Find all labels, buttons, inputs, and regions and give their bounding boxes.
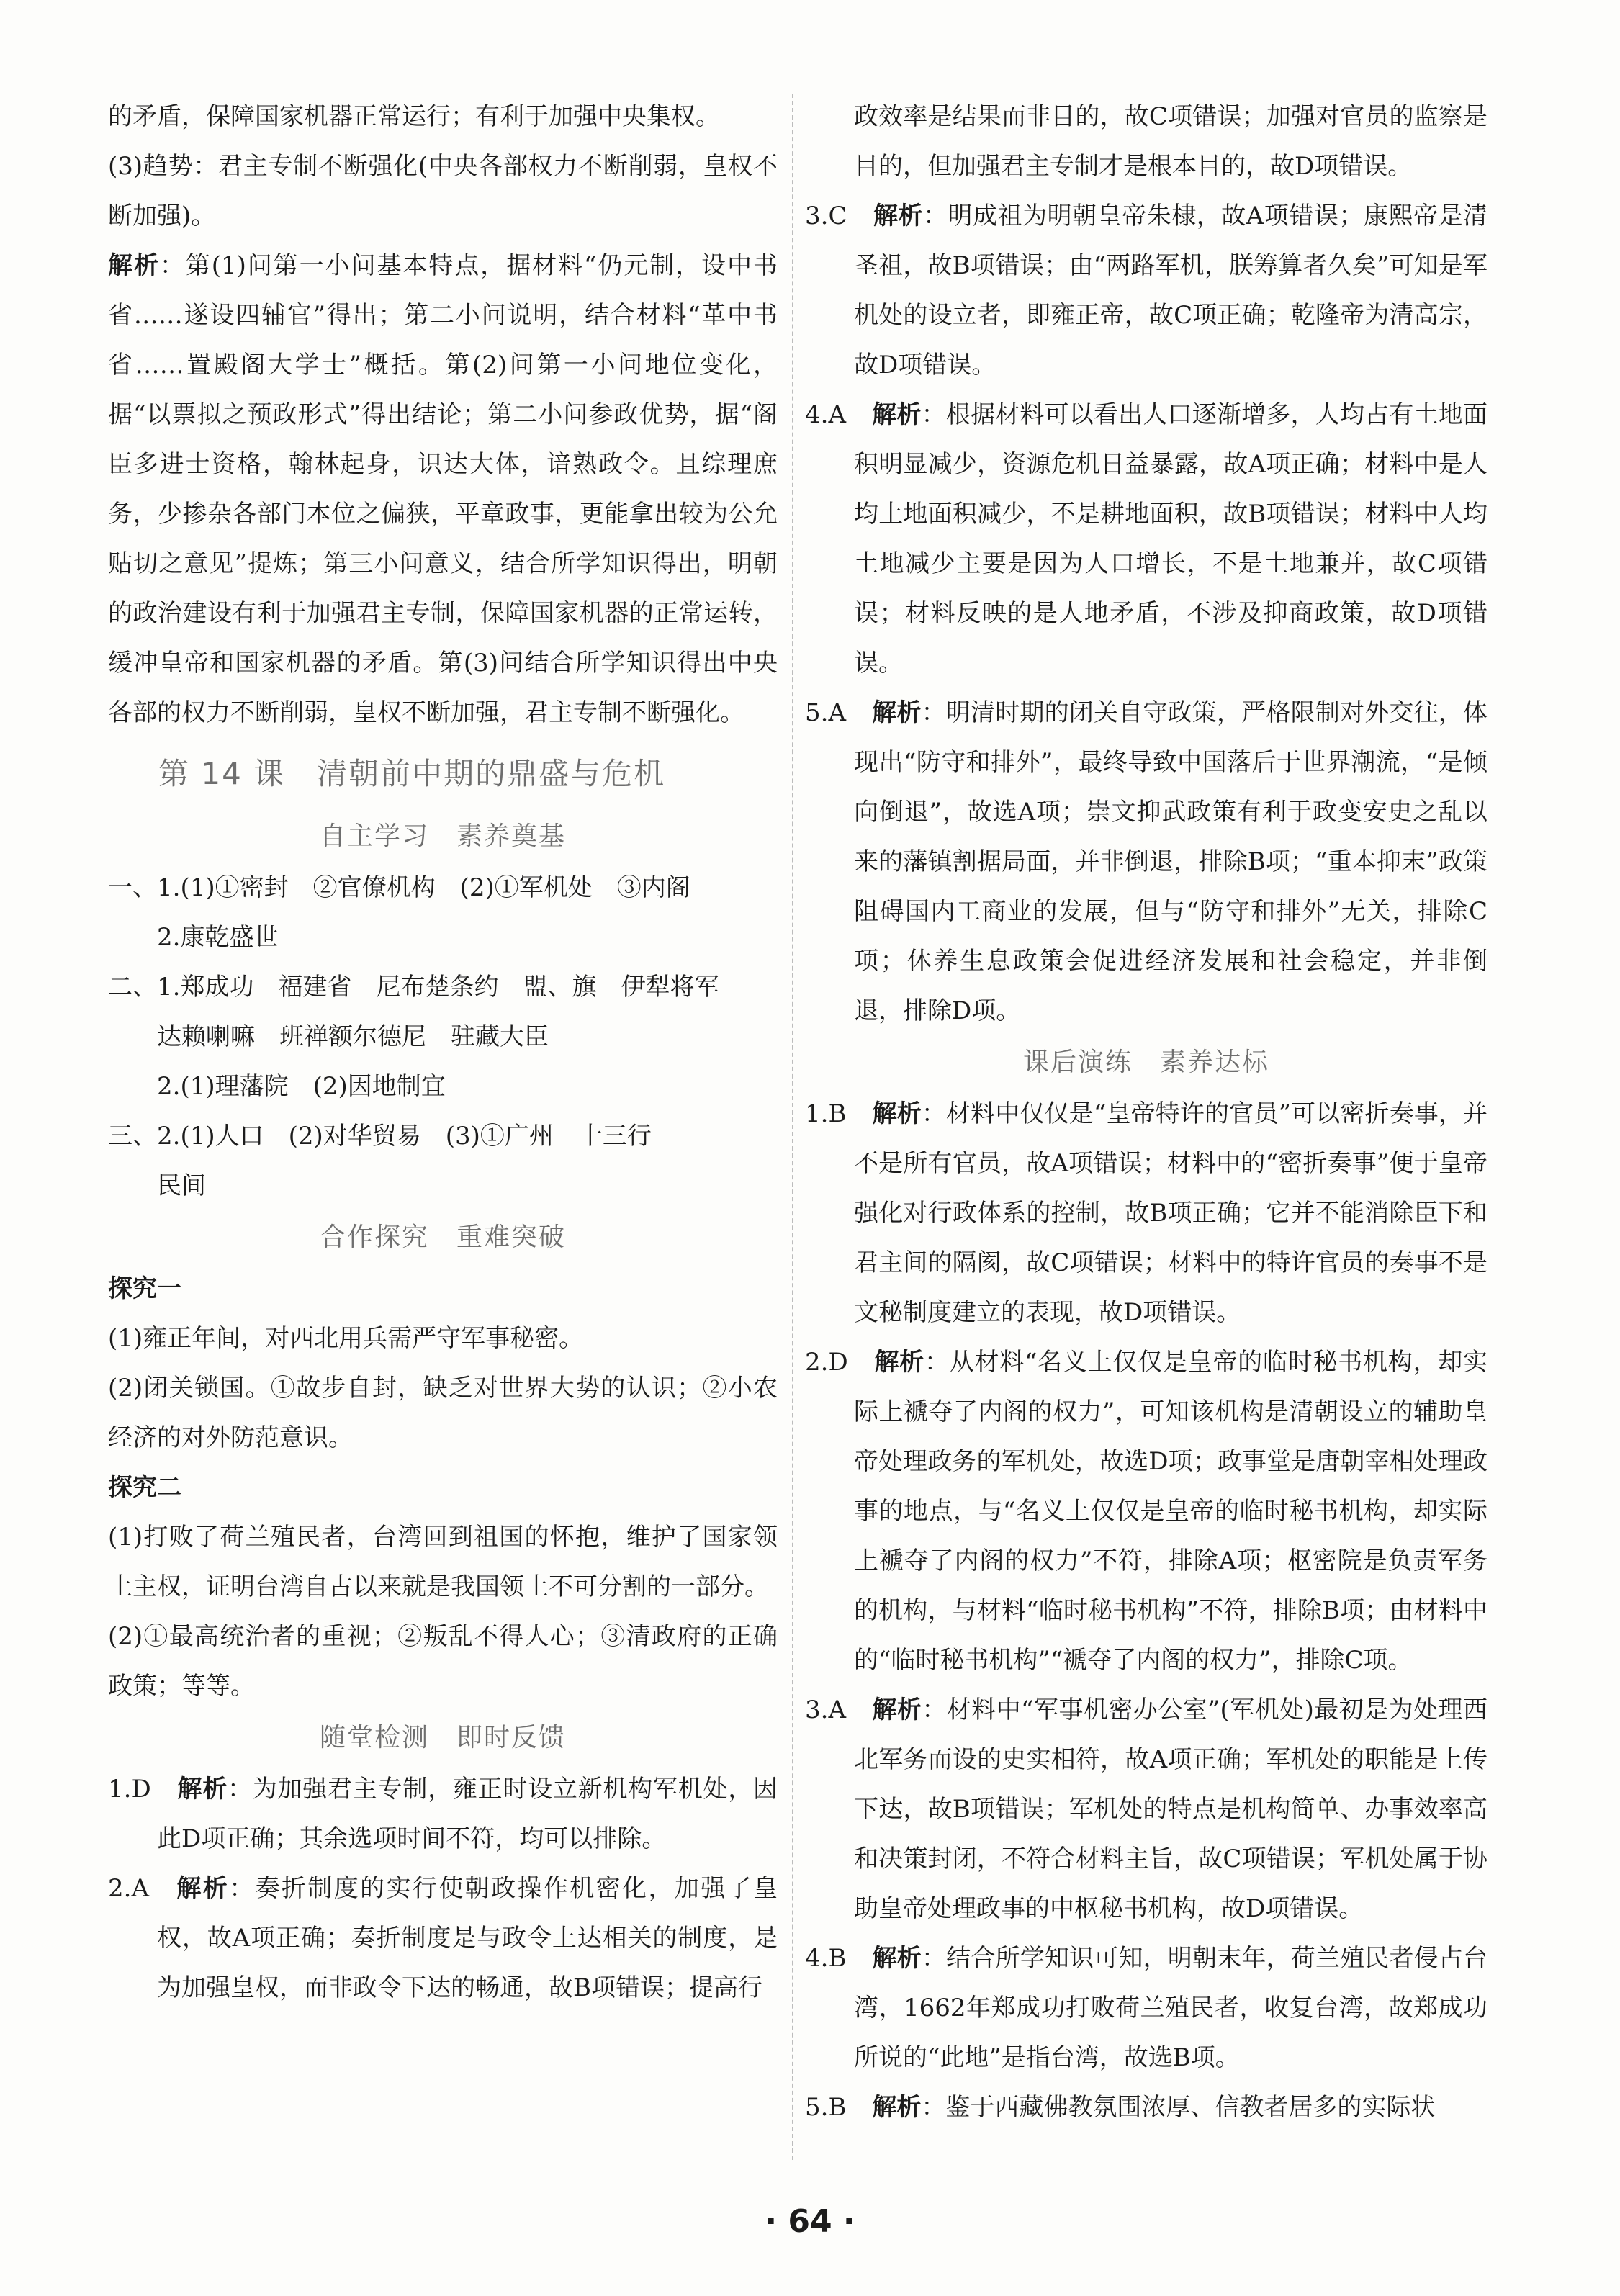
analysis-label: 解析 bbox=[872, 1099, 922, 1128]
question-number: 2.D bbox=[805, 1348, 848, 1377]
answer-line: 二、1.郑成功 福建省 尼布楚条约 盟、旗 伊犁将军 bbox=[108, 973, 719, 1001]
analysis-text: ：为加强君主专制，雍正时设立新机构军机处，因此D项正确；其余选项时间不符，均可以排除。 bbox=[157, 1775, 778, 1853]
analysis-text: ：奏折制度的实行使朝政操作机密化，加强了皇权，故A项正确；奏折制度是与政令上达相关的制度，是为加强皇权，而非政令下达的畅通，故B项错误；提高行 bbox=[157, 1874, 778, 2002]
analysis-text: ：材料中仅仅是“皇帝特许的官员”可以密折奏事，并不是所有官员，故A项错误；材料中的“密折奏事”便于皇帝强化对行政体系的控制，故B项正确；它并不能消除臣下和君主间的隔阂，故C项错误；材料中的特许官员的奏事不是文秘制度建立的表现，故D项错误。 bbox=[854, 1099, 1488, 1327]
explore-heading: 探究二 bbox=[108, 1473, 181, 1502]
analysis-label: 解析 bbox=[108, 251, 160, 280]
answer-paragraph: (2)①最高统治者的重视；②叛乱不得人心；③清政府的正确政策；等等。 bbox=[108, 1622, 778, 1701]
analysis-label: 解析 bbox=[872, 400, 922, 429]
question-number: 1.B bbox=[805, 1099, 847, 1128]
analysis-label: 解析 bbox=[176, 1775, 228, 1804]
answer-line: 达赖喇嘛 班禅额尔德尼 驻藏大臣 bbox=[157, 1022, 549, 1051]
question-answer bbox=[805, 1934, 1488, 2083]
analysis-text: ：材料中“军事机密办公室”(军机处)最初是为处理西北军务而设的史实相符，故A项正确；军机处的职能是上传下达，故B项错误；军机处的特点是机构简单、办事效率高和决策封闭，不符合材料主旨，故C项错误；军机处属于协助皇帝处理政事的中枢秘书机构，故D项错误。 bbox=[854, 1696, 1488, 1923]
analysis-paragraph bbox=[108, 241, 778, 738]
right-column bbox=[805, 92, 1488, 2133]
question-answer bbox=[805, 1338, 1488, 1685]
question-number: 3.A bbox=[805, 1696, 846, 1724]
analysis-label: 解析 bbox=[873, 202, 924, 230]
answer-paragraph: (2)闭关锁国。①故步自封，缺乏对世界大势的认识；②小农经济的对外防范意识。 bbox=[108, 1374, 778, 1452]
section-heading: 随堂检测 即时反馈 bbox=[319, 1723, 566, 1752]
answer-paragraph: (3)趋势：君主专制不断强化(中央各部权力不断削弱，皇权不断加强)。 bbox=[108, 152, 778, 230]
question-answer bbox=[805, 688, 1488, 1036]
analysis-label: 解析 bbox=[872, 698, 922, 727]
analysis-text: ：从材料“名义上仅仅是皇帝的临时秘书机构，却实际上褫夺了内阁的权力”，可知该机构是清朝设立的辅助皇帝处理政务的军机处，故选D项；政事堂是唐朝宰相处理政事的地点，与“名义上仅仅是皇帝的临时秘书机构，却实际上褫夺了内阁的权力”不符，排除A项；枢密院是负责军务的机构，与材料“临时秘书机构”不符，排除B项；由材料中的“临时秘书机构”“褫夺了内阁的权力”，排除C项。 bbox=[854, 1348, 1488, 1675]
section-heading: 课后演练 素养达标 bbox=[1022, 1048, 1269, 1077]
question-number: 1.D bbox=[108, 1775, 151, 1804]
analysis-label: 解析 bbox=[175, 1874, 230, 1903]
question-number: 3.C bbox=[805, 202, 847, 230]
analysis-text: ：结合所学知识可知，明朝末年，荷兰殖民者侵占台湾，1662年郑成功打败荷兰殖民者，收复台湾，故郑成功所说的“此地”是指台湾，故选B项。 bbox=[854, 1944, 1488, 2072]
question-answer bbox=[805, 1089, 1488, 1338]
section-heading: 自主学习 素养奠基 bbox=[319, 821, 566, 851]
analysis-text: ：鉴于西藏佛教氛围浓厚、信教者居多的实际状 bbox=[921, 2093, 1436, 2122]
left-column bbox=[108, 92, 778, 2013]
question-answer bbox=[108, 1765, 778, 1864]
question-number: 5.B bbox=[805, 2093, 847, 2122]
question-answer bbox=[805, 192, 1488, 390]
section-heading: 合作探究 重难突破 bbox=[319, 1223, 566, 1252]
answer-paragraph: 政效率是结果而非目的，故C项错误；加强对官员的监察是目的，但加强君主专制才是根本目的，故D项错误。 bbox=[854, 102, 1488, 181]
answer-line: 2.(1)理藩院 (2)因地制宜 bbox=[157, 1072, 446, 1101]
analysis-text: ：第(1)问第一小问基本特点，据材料“仍元制，设中书省……遂设四辅官”得出；第二小问说明，结合材料“革中书省……置殿阁大学士”概括。第(2)问第一小问地位变化，据“以票拟之预政形式”得出结论；第二小问参政优势，据“阁臣多进士资格，翰林起身，识达大体，谙熟政令。且综理庶务，少掺杂各部门本位之偏狭，平章政事，更能拿出较为公允贴切之意见”提炼；第三小问意义，结合所学知识得出，明朝的政治建设有利于加强君主专制，保障国家机器的正常运转，缓冲皇帝和国家机器的矛盾。第(3)问结合所学知识得出中央各部的权力不断削弱，皇权不断加强，君主专制不断强化。 bbox=[108, 251, 778, 727]
answer-paragraph: 的矛盾，保障国家机器正常运行；有利于加强中央集权。 bbox=[108, 102, 720, 131]
question-answer bbox=[108, 1864, 778, 2013]
lesson-title: 第 14 课 清朝前中期的鼎盛与危机 bbox=[158, 756, 666, 791]
answer-line: 一、1.(1)①密封 ②官僚机构 (2)①军机处 ③内阁 bbox=[108, 873, 690, 902]
analysis-label: 解析 bbox=[872, 1944, 922, 1973]
answer-paragraph: (1)雍正年间，对西北用兵需严守军事秘密。 bbox=[108, 1324, 584, 1353]
question-answer bbox=[805, 390, 1488, 688]
answer-line: 民间 bbox=[157, 1171, 206, 1200]
analysis-text: ：根据材料可以看出人口逐渐增多，人均占有土地面积明显减少，资源危机日益暴露，故A项正确；材料中是人均土地面积减少，不是耕地面积，故B项错误；材料中人均土地减少主要是因为人口增长，不是土地兼并，故C项错误；材料反映的是人地矛盾，不涉及抑商政策，故D项错误。 bbox=[854, 400, 1488, 677]
analysis-label: 解析 bbox=[873, 1348, 924, 1377]
page-number: · 64 · bbox=[765, 2203, 855, 2240]
question-number: 4.A bbox=[805, 400, 846, 429]
analysis-label: 解析 bbox=[872, 1696, 922, 1724]
answer-paragraph: (1)打败了荷兰殖民者，台湾回到祖国的怀抱，维护了国家领土主权，证明台湾自古以来就是我国领土不可分割的一部分。 bbox=[108, 1523, 778, 1601]
explore-heading: 探究一 bbox=[108, 1274, 181, 1303]
question-number: 5.A bbox=[805, 698, 846, 727]
question-number: 4.B bbox=[805, 1944, 847, 1973]
column-divider bbox=[792, 94, 793, 2160]
question-number: 2.A bbox=[108, 1874, 149, 1903]
analysis-label: 解析 bbox=[872, 2093, 922, 2122]
answer-line: 2.康乾盛世 bbox=[157, 923, 279, 952]
analysis-text: ：明清时期的闭关自守政策，严格限制对外交往，体现出“防守和排外”，最终导致中国落后于世界潮流，“是倾向倒退”，故选A项；崇文抑武政策有利于政变安史之乱以来的藩镇割据局面，并非倒退，排除B项；“重本抑末”政策阻碍国内工商业的发展，但与“防守和排外”无关，排除C项；休养生息政策会促进经济发展和社会稳定，并非倒退，排除D项。 bbox=[854, 698, 1488, 1025]
analysis-text: ：明成祖为明朝皇帝朱棣，故A项错误；康熙帝是清圣祖，故B项错误；由“两路军机，朕筹算者久矣”可知是军机处的设立者，即雍正帝，故C项正确；乾隆帝为清高宗，故D项错误。 bbox=[854, 202, 1488, 379]
answer-line: 三、2.(1)人口 (2)对华贸易 (3)①广州 十三行 bbox=[108, 1122, 652, 1151]
question-answer bbox=[805, 2083, 1488, 2133]
question-answer bbox=[805, 1685, 1488, 1934]
